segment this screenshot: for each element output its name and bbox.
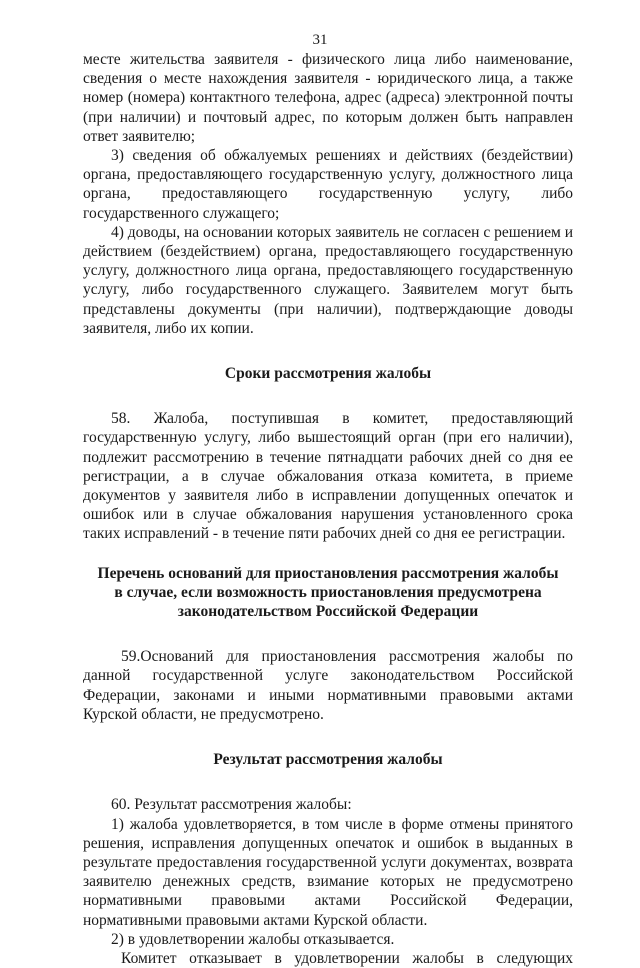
paragraph-committee-refusal: Комитет отказывает в удовлетворении жалобы в следующих	[121, 949, 573, 967]
paragraph-item-3: 3) сведения об обжалуемых решениях и действиях (бездействии) органа, предоставляющего государственную услугу, должностного лица органа, предоставляющего государственную услугу, либо государственного служащего;	[83, 147, 573, 222]
document-body	[83, 50, 573, 968]
heading-suspension-line-2: в случае, если возможность приостановления предусмотрена	[114, 583, 542, 601]
paragraph-item-4: 4) доводы, на основании которых заявитель не согласен с решением и действием (бездействием) органа, предоставляющего государственную услугу, должностного лица органа, предоставляющего государственную услугу, либо государственного служащего. Заявителем могут быть представлены документы (при наличии), подтверждающие доводы заявителя, либо их копии.	[83, 223, 573, 337]
page-number: 31	[312, 32, 328, 48]
paragraph-60: 60. Результат рассмотрения жалобы:	[111, 796, 352, 814]
heading-suspension-line-3: законодательством Российской Федерации	[177, 603, 479, 621]
heading-review-result: Результат рассмотрения жалобы	[213, 751, 443, 769]
paragraph-60-item-2: 2) в удовлетворении жалобы отказывается.	[111, 930, 395, 948]
heading-review-terms: Сроки рассмотрения жалобы	[224, 365, 432, 383]
paragraph-58: 58. Жалоба, поступившая в комитет, предоставляющий государственную услугу, либо вышестоящий орган (при его наличии), подлежит рассмотрению в течение пятнадцати рабочих дней со дня ее регистрации, а в случае обжалования отказа комитета, в приеме документов у заявителя либо в исправлении допущенных опечаток и ошибок или в случае обжалования нарушения установленного срока таких исправлений - в течение пяти рабочих дней со дня ее регистрации.	[83, 410, 573, 543]
paragraph-continued-applicant-info: месте жительства заявителя - физического лица либо наименование, сведения о месте нахождения заявителя - юридического лица, а также номер (номера) контактного телефона, адрес (адреса) электронной почты (при наличии) и почтовый адрес, по которым должен быть направлен ответ заявителю;	[83, 51, 573, 145]
paragraph-59: 59.Оснований для приостановления рассмотрения жалобы по данной государственной услуге законодательством Российской Федерации, законами и иными нормативными правовыми актами Курской области, не предусмотрено.	[83, 648, 573, 723]
paragraph-60-item-1: 1) жалоба удовлетворяется, в том числе в форме отмены принятого решения, исправления допущенных опечаток и ошибок в выданных в результате предоставления государственной услуги документах, возврата заявителю денежных средств, взимание которых не предусмотрено нормативными правовыми актами Российской Федерации, нормативными правовыми актами Курской области.	[83, 815, 573, 929]
heading-suspension-line-1: Перечень оснований для приостановления рассмотрения жалобы	[97, 564, 559, 582]
